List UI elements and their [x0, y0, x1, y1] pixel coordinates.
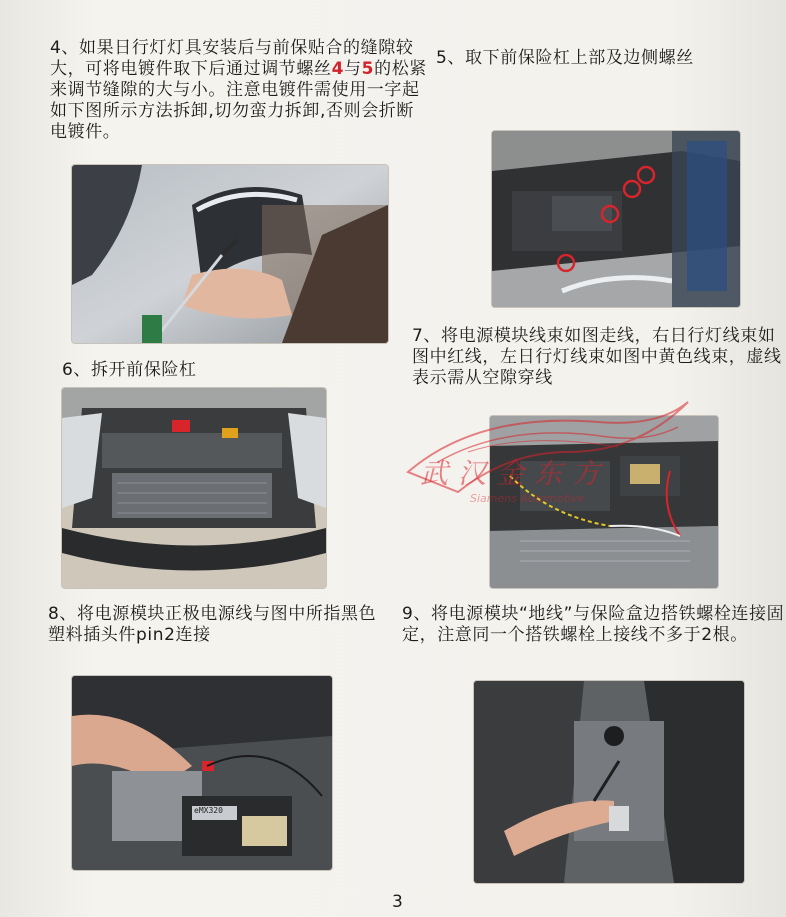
screw-number-4: 4 — [331, 59, 345, 79]
screw-number-5: 5 — [361, 59, 375, 79]
photo-step-8 — [72, 676, 332, 870]
step-7-text: 7、将电源模块线束如图走线，右日行灯线束如图中红线，左日行灯线束如图中黄色线束，虚线表示需从空隙穿线 — [412, 326, 782, 388]
step-8-text: 8、将电源模块正极电源线与图中所指黑色塑料插头件pin2连接 — [48, 604, 377, 645]
step-4-text-part1: 4、如果日行灯灯具安装后与前保贴合的缝隙较大，可将电镀件取下后通过调节螺丝 — [50, 38, 414, 79]
watermark-text: 武汉金东方 — [420, 457, 611, 490]
photo-step-5 — [492, 131, 740, 307]
photo-step-4 — [72, 165, 388, 343]
page-number: 3 — [392, 892, 403, 912]
step-5-text: 5、取下前保险杠上部及边侧螺丝 — [436, 48, 694, 68]
step-9-text: 9、将电源模块“地线”与保险盒边搭铁螺栓连接固定，注意同一个搭铁螺栓上接线不多于2根。 — [402, 604, 785, 645]
step-4-text-and: 与 — [344, 59, 362, 79]
photo-step-6 — [62, 388, 326, 588]
step-6-text: 6、拆开前保险杠 — [62, 360, 197, 380]
module-label: eMX320 — [194, 806, 223, 815]
photo-step-9 — [474, 681, 744, 883]
watermark-subtext: Siamens Automotive — [470, 492, 585, 505]
step-4-text — [50, 38, 430, 143]
step-4-text-part2: 的松紧来调节缝隙的大与小。注意电镀件需使用一字起如下图所示方法拆卸,切勿蛮力拆卸,否则会折断电镀件。 — [50, 59, 427, 142]
